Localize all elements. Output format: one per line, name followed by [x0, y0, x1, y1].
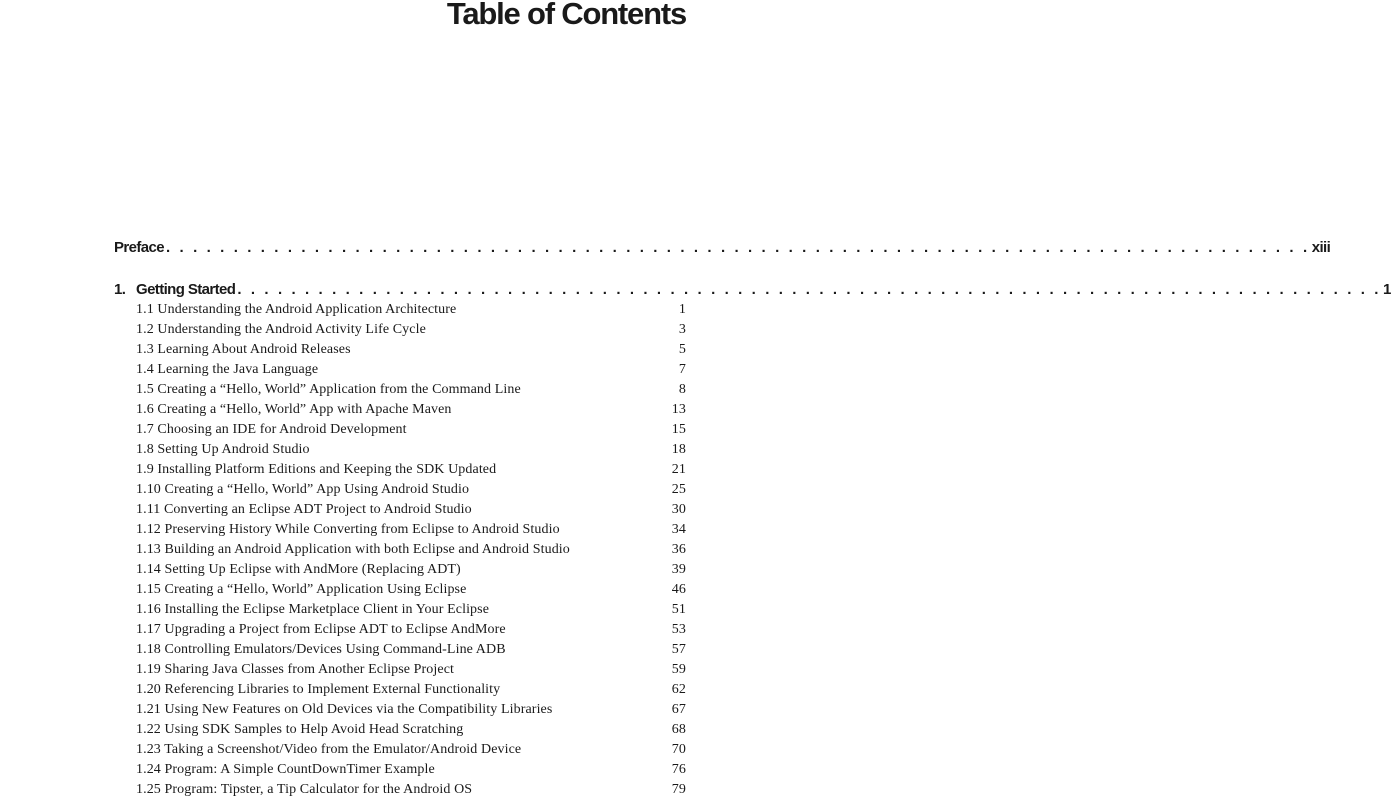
toc-section-entry[interactable]	[136, 720, 686, 740]
section-title: 1.16 Installing the Eclipse Marketplace Client in Your Eclipse	[136, 602, 490, 617]
section-title: 1.24 Program: A Simple CountDownTimer Example	[136, 762, 435, 777]
section-list	[136, 300, 686, 800]
section-page-number: 8	[678, 382, 686, 397]
section-title: 1.21 Using New Features on Old Devices via the Compatibility Libraries	[136, 702, 553, 717]
section-page-number: 7	[678, 362, 686, 377]
section-page-number: 57	[671, 642, 686, 657]
section-title: 1.3 Learning About Android Releases	[136, 342, 351, 357]
toc-section-entry[interactable]	[136, 360, 686, 380]
toc-section-entry[interactable]	[136, 660, 686, 680]
section-page-number: 79	[671, 782, 686, 797]
section-title: 1.19 Sharing Java Classes from Another Eclipse Project	[136, 662, 455, 677]
toc-section-entry[interactable]	[136, 420, 686, 440]
section-title: 1.22 Using SDK Samples to Help Avoid Head Scratching	[136, 722, 464, 737]
section-page-number: 18	[671, 442, 686, 457]
toc-section-entry[interactable]	[136, 340, 686, 360]
section-title: 1.6 Creating a “Hello, World” App with Apache Maven	[136, 402, 452, 417]
toc-section-entry[interactable]	[136, 400, 686, 420]
toc-section-entry[interactable]	[136, 740, 686, 760]
preface-label: Preface	[114, 239, 165, 256]
section-page-number: 21	[671, 462, 686, 477]
section-title: 1.12 Preserving History While Converting from Eclipse to Android Studio	[136, 522, 560, 537]
section-title: 1.5 Creating a “Hello, World” Application from the Command Line	[136, 382, 521, 397]
toc-section-entry[interactable]	[136, 520, 686, 540]
toc-section-entry[interactable]	[136, 440, 686, 460]
section-page-number: 67	[671, 702, 686, 717]
page-title: Table of Contents	[446, 0, 686, 31]
section-title: 1.15 Creating a “Hello, World” Application Using Eclipse	[136, 582, 467, 597]
toc-section-entry[interactable]	[136, 680, 686, 700]
section-title: 1.11 Converting an Eclipse ADT Project to Android Studio	[136, 502, 472, 517]
toc-section-entry[interactable]	[136, 700, 686, 720]
section-title: 1.17 Upgrading a Project from Eclipse ADT to Eclipse AndMore	[136, 622, 506, 637]
section-page-number: 3	[678, 322, 686, 337]
dot-leader: . . . . . . . . . . . . . . . . . . . . . . . . . . . . . . . . . . . . . . . . . . . . . . . . . . . . . . . . . . . . . . . . . . . . . . . . . . . . . . . . . . . . .	[166, 239, 1310, 256]
section-title: 1.14 Setting Up Eclipse with AndMore (Replacing ADT)	[136, 562, 461, 577]
section-page-number: 36	[671, 542, 686, 557]
section-page-number: 76	[671, 762, 686, 777]
toc-entry-chapter-1[interactable]	[114, 280, 1391, 300]
section-title: 1.2 Understanding the Android Activity Life Cycle	[136, 322, 426, 337]
toc-section-entry[interactable]	[136, 600, 686, 620]
toc-section-entry[interactable]	[136, 560, 686, 580]
section-page-number: 25	[671, 482, 686, 497]
chapter-page-number: 1	[1383, 281, 1391, 298]
section-page-number: 46	[671, 582, 686, 597]
section-title: 1.20 Referencing Libraries to Implement External Functionality	[136, 682, 501, 697]
section-title: 1.4 Learning the Java Language	[136, 362, 319, 377]
section-page-number: 39	[671, 562, 686, 577]
section-page-number: 1	[678, 302, 686, 317]
toc-section-entry[interactable]	[136, 620, 686, 640]
section-page-number: 53	[671, 622, 686, 637]
toc-section-entry[interactable]	[136, 320, 686, 340]
section-page-number: 68	[671, 722, 686, 737]
section-title: 1.7 Choosing an IDE for Android Development	[136, 422, 407, 437]
dot-leader: . . . . . . . . . . . . . . . . . . . . . . . . . . . . . . . . . . . . . . . . . . . . . . . . . . . . . . . . . . . . . . . . . . . . . . . . . . . . . . . . . . . . .	[237, 281, 1382, 298]
toc-entry-preface[interactable]	[114, 238, 1331, 258]
section-page-number: 30	[671, 502, 686, 517]
chapter-number: 1.	[114, 281, 126, 298]
toc-section-entry[interactable]	[136, 380, 686, 400]
toc-section-entry[interactable]	[136, 640, 686, 660]
section-title: 1.23 Taking a Screenshot/Video from the Emulator/Android Device	[136, 742, 522, 757]
section-page-number: 51	[671, 602, 686, 617]
preface-page-number: xiii	[1311, 239, 1331, 256]
section-title: 1.10 Creating a “Hello, World” App Using Android Studio	[136, 482, 470, 497]
section-page-number: 59	[671, 662, 686, 677]
toc-section-entry[interactable]	[136, 780, 686, 800]
toc-section-entry[interactable]	[136, 500, 686, 520]
section-page-number: 62	[671, 682, 686, 697]
section-title: 1.1 Understanding the Android Application Architecture	[136, 302, 457, 317]
section-page-number: 70	[671, 742, 686, 757]
toc-section-entry[interactable]	[136, 540, 686, 560]
toc-section-entry[interactable]	[136, 760, 686, 780]
section-page-number: 13	[671, 402, 686, 417]
toc-section-entry[interactable]	[136, 300, 686, 320]
section-page-number: 15	[671, 422, 686, 437]
section-title: 1.9 Installing Platform Editions and Keeping the SDK Updated	[136, 462, 497, 477]
section-title: 1.25 Program: Tipster, a Tip Calculator for the Android OS	[136, 782, 473, 797]
section-page-number: 5	[678, 342, 686, 357]
toc-section-entry[interactable]	[136, 480, 686, 500]
section-title: 1.13 Building an Android Application with both Eclipse and Android Studio	[136, 542, 570, 557]
toc-section-entry[interactable]	[136, 460, 686, 480]
section-page-number: 34	[671, 522, 686, 537]
toc-section-entry[interactable]	[136, 580, 686, 600]
section-title: 1.8 Setting Up Android Studio	[136, 442, 310, 457]
chapter-label: Getting Started	[136, 281, 236, 298]
section-title: 1.18 Controlling Emulators/Devices Using Command-Line ADB	[136, 642, 506, 657]
